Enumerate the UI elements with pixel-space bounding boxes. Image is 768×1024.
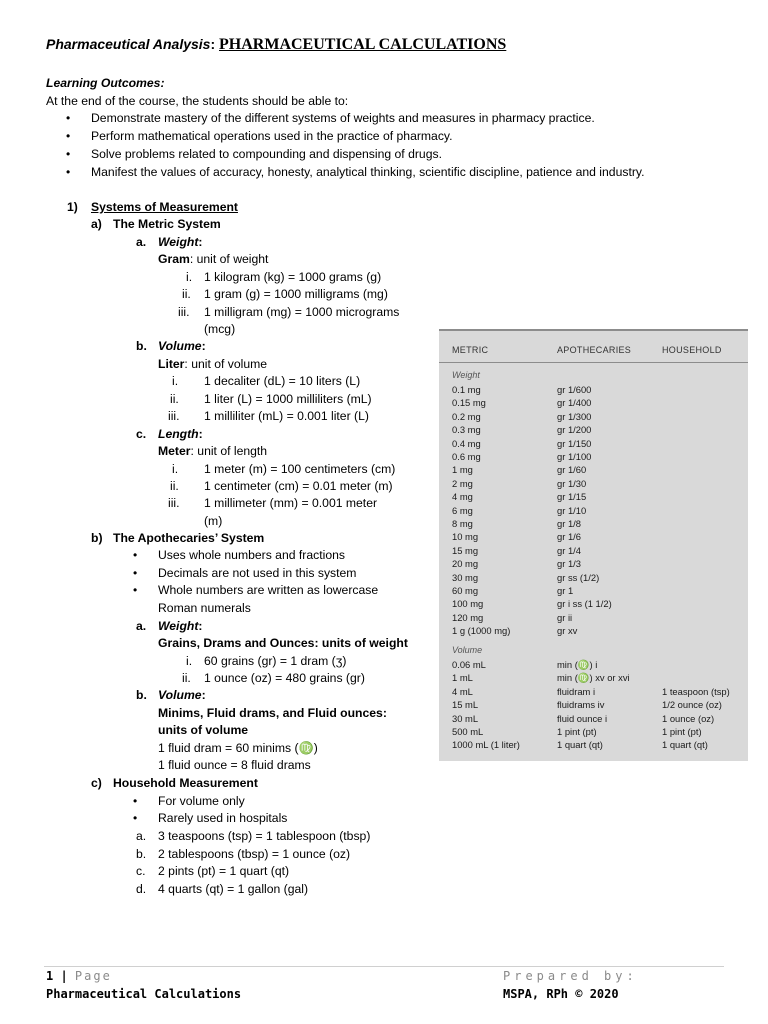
roman-numeral: i. <box>172 462 179 476</box>
table-cell: gr ss (1/2) <box>557 571 600 583</box>
apoth-bullet: • Whole numbers are written as lowercase <box>158 581 378 599</box>
apoth-volume-title: Volume <box>158 688 202 702</box>
table-cell: gr 1/200 <box>557 424 592 436</box>
roman-numeral: i. <box>172 374 179 388</box>
table-cell: 0.06 mL <box>452 659 486 670</box>
table-cell: 0.1 mg <box>452 384 481 395</box>
colon: : <box>201 339 206 353</box>
colon: : <box>198 235 203 249</box>
prepared-by: Prepared by: <box>503 969 638 983</box>
liter-unit <box>158 355 267 373</box>
metric-weight-title: Weight <box>158 235 199 249</box>
colon: : <box>201 688 206 702</box>
apoth-weight-heading <box>158 617 202 635</box>
apoth-weight-item: 60 grains (gr) = 1 dram (ʒ) <box>204 654 347 668</box>
gram-unit <box>158 250 268 268</box>
unit-bold: Meter <box>158 444 191 458</box>
metric-volume-title: Volume <box>158 339 202 353</box>
table-cell: 15 mg <box>452 544 479 556</box>
meter-unit <box>158 442 267 460</box>
table-cell: 30 mL <box>452 712 479 724</box>
outcome-item: • Manifest the values of accuracy, honesty, analytical thinking, scientific discipline, patience and industry. <box>91 163 644 181</box>
table-cell: 15 mL <box>452 699 479 711</box>
table-cell: gr 1/8 <box>557 518 581 529</box>
metric-title: The Metric System <box>113 217 221 231</box>
outcomes-intro: At the end of the course, the students should be able to: <box>46 94 349 108</box>
roman-numeral: ii. <box>182 671 191 685</box>
table-cell: gr 1/30 <box>557 477 587 489</box>
metric-length-item: 1 centimeter (cm) = 0.01 meter (m) <box>204 479 393 493</box>
author: MSPA, RPh © 2020 <box>503 987 619 1001</box>
table-cell: 100 mg <box>452 598 484 610</box>
unit-rest: : unit of length <box>190 444 268 458</box>
table-cell: gr 1/400 <box>557 397 592 409</box>
household-bullet: • Rarely used in hospitals <box>158 809 287 827</box>
table-cell: 2 mg <box>452 477 473 489</box>
apoth-weight-label: a. <box>136 619 147 633</box>
table-cell: 1 quart (qt) <box>662 739 708 751</box>
table-cell: gr 1/3 <box>557 558 581 570</box>
table-cell: 4 mL <box>452 685 473 697</box>
table-cell: gr 1/100 <box>557 451 592 462</box>
page-sep: | <box>53 969 75 983</box>
metric-length-title: Length <box>158 427 199 441</box>
roman-numeral: iii. <box>178 305 190 319</box>
roman-numeral: iii. <box>168 409 180 423</box>
table-cell: gr i ss (1 1/2) <box>557 598 612 610</box>
table-cell: 1 mg <box>452 464 473 476</box>
table-header <box>439 338 748 363</box>
wrap-text: (mcg) <box>204 322 236 336</box>
outcome-item: • Demonstrate mastery of the different systems of weights and measures in pharmacy practice. <box>91 109 595 127</box>
table-cell: gr 1/300 <box>557 410 592 422</box>
metric-volume-item: 1 decaliter (dL) = 10 liters (L) <box>204 374 361 388</box>
table-cell: fluidram i <box>557 685 596 697</box>
metric-length-heading <box>158 425 203 443</box>
unit-bold: Liter <box>158 357 185 371</box>
table-cell: 1000 mL (1 liter) <box>452 739 520 751</box>
table-cell: 1 g (1000 mg) <box>452 625 511 637</box>
table-cell: 1 pint (pt) <box>662 726 702 737</box>
apoth-volume-line: 1 fluid ounce = 8 fluid drams <box>158 758 311 772</box>
household-item-label: c. <box>136 864 146 878</box>
unit-rest: : unit of volume <box>184 357 268 371</box>
apoth-volume-line: 1 fluid dram = 60 minims (♍) <box>158 741 318 755</box>
conversion-table <box>439 329 748 761</box>
table-cell: gr 1/600 <box>557 384 592 395</box>
table-cell: gr 1/10 <box>557 504 587 516</box>
table-cell: 4 mg <box>452 491 473 503</box>
household-bullet: • For volume only <box>158 792 245 810</box>
apoth-title: The Apothecaries’ System <box>113 531 265 545</box>
apoth-bullet: • Decimals are not used in this system <box>158 564 356 582</box>
table-cell: 0.2 mg <box>452 410 481 422</box>
table-cell: 30 mg <box>452 571 479 583</box>
metric-volume-heading <box>158 337 206 355</box>
apoth-weight-title: Weight <box>158 619 199 633</box>
household-item-label: a. <box>136 829 147 843</box>
household-label: c) <box>91 776 102 790</box>
table-header-cell: APOTHECARIES <box>557 345 632 355</box>
roman-numeral: i. <box>186 270 193 284</box>
section-number: 1) <box>67 200 78 214</box>
roman-numeral: ii. <box>170 392 179 406</box>
table-section-label: Weight <box>452 370 480 380</box>
roman-numeral: iii. <box>168 496 180 510</box>
outcomes-heading: Learning Outcomes: <box>46 76 165 90</box>
title-lead: Pharmaceutical Analysis <box>46 36 211 52</box>
metric-weight-label: a. <box>136 235 147 249</box>
colon: : <box>198 427 203 441</box>
household-item: 3 teaspoons (tsp) = 1 tablespoon (tbsp) <box>158 829 371 843</box>
apoth-label: b) <box>91 531 103 545</box>
table-cell: gr 1/15 <box>557 491 587 503</box>
table-cell: 0.15 mg <box>452 397 486 409</box>
table-cell: 8 mg <box>452 518 473 529</box>
table-cell: gr ii <box>557 611 573 623</box>
metric-length-label: c. <box>136 427 147 441</box>
table-cell: 10 mg <box>452 531 479 543</box>
metric-volume-item: 1 liter (L) = 1000 milliliters (mL) <box>204 392 372 406</box>
unit-rest: : unit of weight <box>189 252 269 266</box>
wrap-text: (m) <box>204 514 223 528</box>
metric-length-item: 1 millimeter (mm) = 0.001 meter <box>204 496 378 510</box>
household-item-label: b. <box>136 847 147 861</box>
outcome-item: • Solve problems related to compounding and dispensing of drugs. <box>91 145 442 163</box>
wrap-text: Roman numerals <box>158 601 251 615</box>
page-title <box>46 36 506 54</box>
table-cell: gr 1/4 <box>557 544 581 556</box>
roman-numeral: ii. <box>182 287 191 301</box>
colon: : <box>198 619 203 633</box>
unit-bold: Gram <box>158 252 190 266</box>
table-cell: 500 mL <box>452 726 484 737</box>
apoth-volume-label: b. <box>136 688 147 702</box>
metric-weight-heading <box>158 233 202 251</box>
table-cell: 0.6 mg <box>452 451 481 462</box>
table-cell: min (♍) i <box>557 659 598 670</box>
table-cell: fluidrams iv <box>557 699 605 711</box>
table-cell: 120 mg <box>452 611 484 623</box>
household-title: Household Measurement <box>113 776 258 790</box>
table-cell: 1/2 ounce (oz) <box>662 699 722 711</box>
table-cell: gr 1/150 <box>557 437 592 449</box>
table-cell: fluid ounce i <box>557 712 608 724</box>
table-cell: min (♍) xv or xvi <box>557 672 630 684</box>
table-cell: 6 mg <box>452 504 473 516</box>
page-number <box>46 969 112 983</box>
page-word: Page <box>74 969 112 983</box>
household-item: 2 pints (pt) = 1 quart (qt) <box>158 864 290 878</box>
table-cell: gr 1 <box>557 585 574 596</box>
table-cell: 1 teaspoon (tsp) <box>662 685 730 697</box>
apoth-weight-desc: Grains, Drams and Ounces: units of weight <box>158 636 408 650</box>
footer-divider <box>44 966 724 967</box>
table-cell: gr 1/6 <box>557 531 581 543</box>
table-cell: 1 mL <box>452 672 473 684</box>
table-header-cell: METRIC <box>452 345 489 355</box>
apoth-volume-desc: units of volume <box>158 723 249 737</box>
table-cell: 0.3 mg <box>452 424 481 436</box>
outcome-item: • Perform mathematical operations used in the practice of pharmacy. <box>91 127 453 145</box>
title-main: PHARMACEUTICAL CALCULATIONS <box>219 36 507 53</box>
roman-numeral: ii. <box>170 479 179 493</box>
metric-weight-item: 1 gram (g) = 1000 milligrams (mg) <box>204 287 388 301</box>
metric-length-item: 1 meter (m) = 100 centimeters (cm) <box>204 462 396 476</box>
roman-numeral: i. <box>186 654 193 668</box>
apoth-volume-desc: Minims, Fluid drams, and Fluid ounces: <box>158 706 387 720</box>
household-item-label: d. <box>136 882 147 896</box>
section-title: Systems of Measurement <box>91 200 238 214</box>
table-header-cell: HOUSEHOLD <box>662 345 722 355</box>
table-cell: 1 ounce (oz) <box>662 712 715 724</box>
table-cell: 20 mg <box>452 558 479 570</box>
table-cell: 1 pint (pt) <box>557 726 597 737</box>
table-cell: gr 1/60 <box>557 464 587 476</box>
table-section-label: Volume <box>452 645 483 655</box>
metric-weight-item: 1 milligram (mg) = 1000 micrograms <box>204 305 400 319</box>
footer-left: Pharmaceutical Calculations <box>46 987 242 1001</box>
metric-label: a) <box>91 217 102 231</box>
apoth-bullet: • Uses whole numbers and fractions <box>158 546 345 564</box>
title-sep: : <box>210 36 220 52</box>
apoth-weight-item: 1 ounce (oz) = 480 grains (gr) <box>204 671 365 685</box>
household-item: 2 tablespoons (tbsp) = 1 ounce (oz) <box>158 847 351 861</box>
table-cell: 0.4 mg <box>452 437 481 449</box>
metric-volume-item: 1 milliliter (mL) = 0.001 liter (L) <box>204 409 369 423</box>
table-cell: gr xv <box>557 625 578 637</box>
metric-volume-label: b. <box>136 339 147 353</box>
table-cell: 1 quart (qt) <box>557 739 603 751</box>
page-num: 1 <box>46 969 54 983</box>
metric-weight-item: 1 kilogram (kg) = 1000 grams (g) <box>204 270 382 284</box>
household-item: 4 quarts (qt) = 1 gallon (gal) <box>158 882 309 896</box>
apoth-volume-heading <box>158 686 206 704</box>
table-cell: 60 mg <box>452 585 479 596</box>
